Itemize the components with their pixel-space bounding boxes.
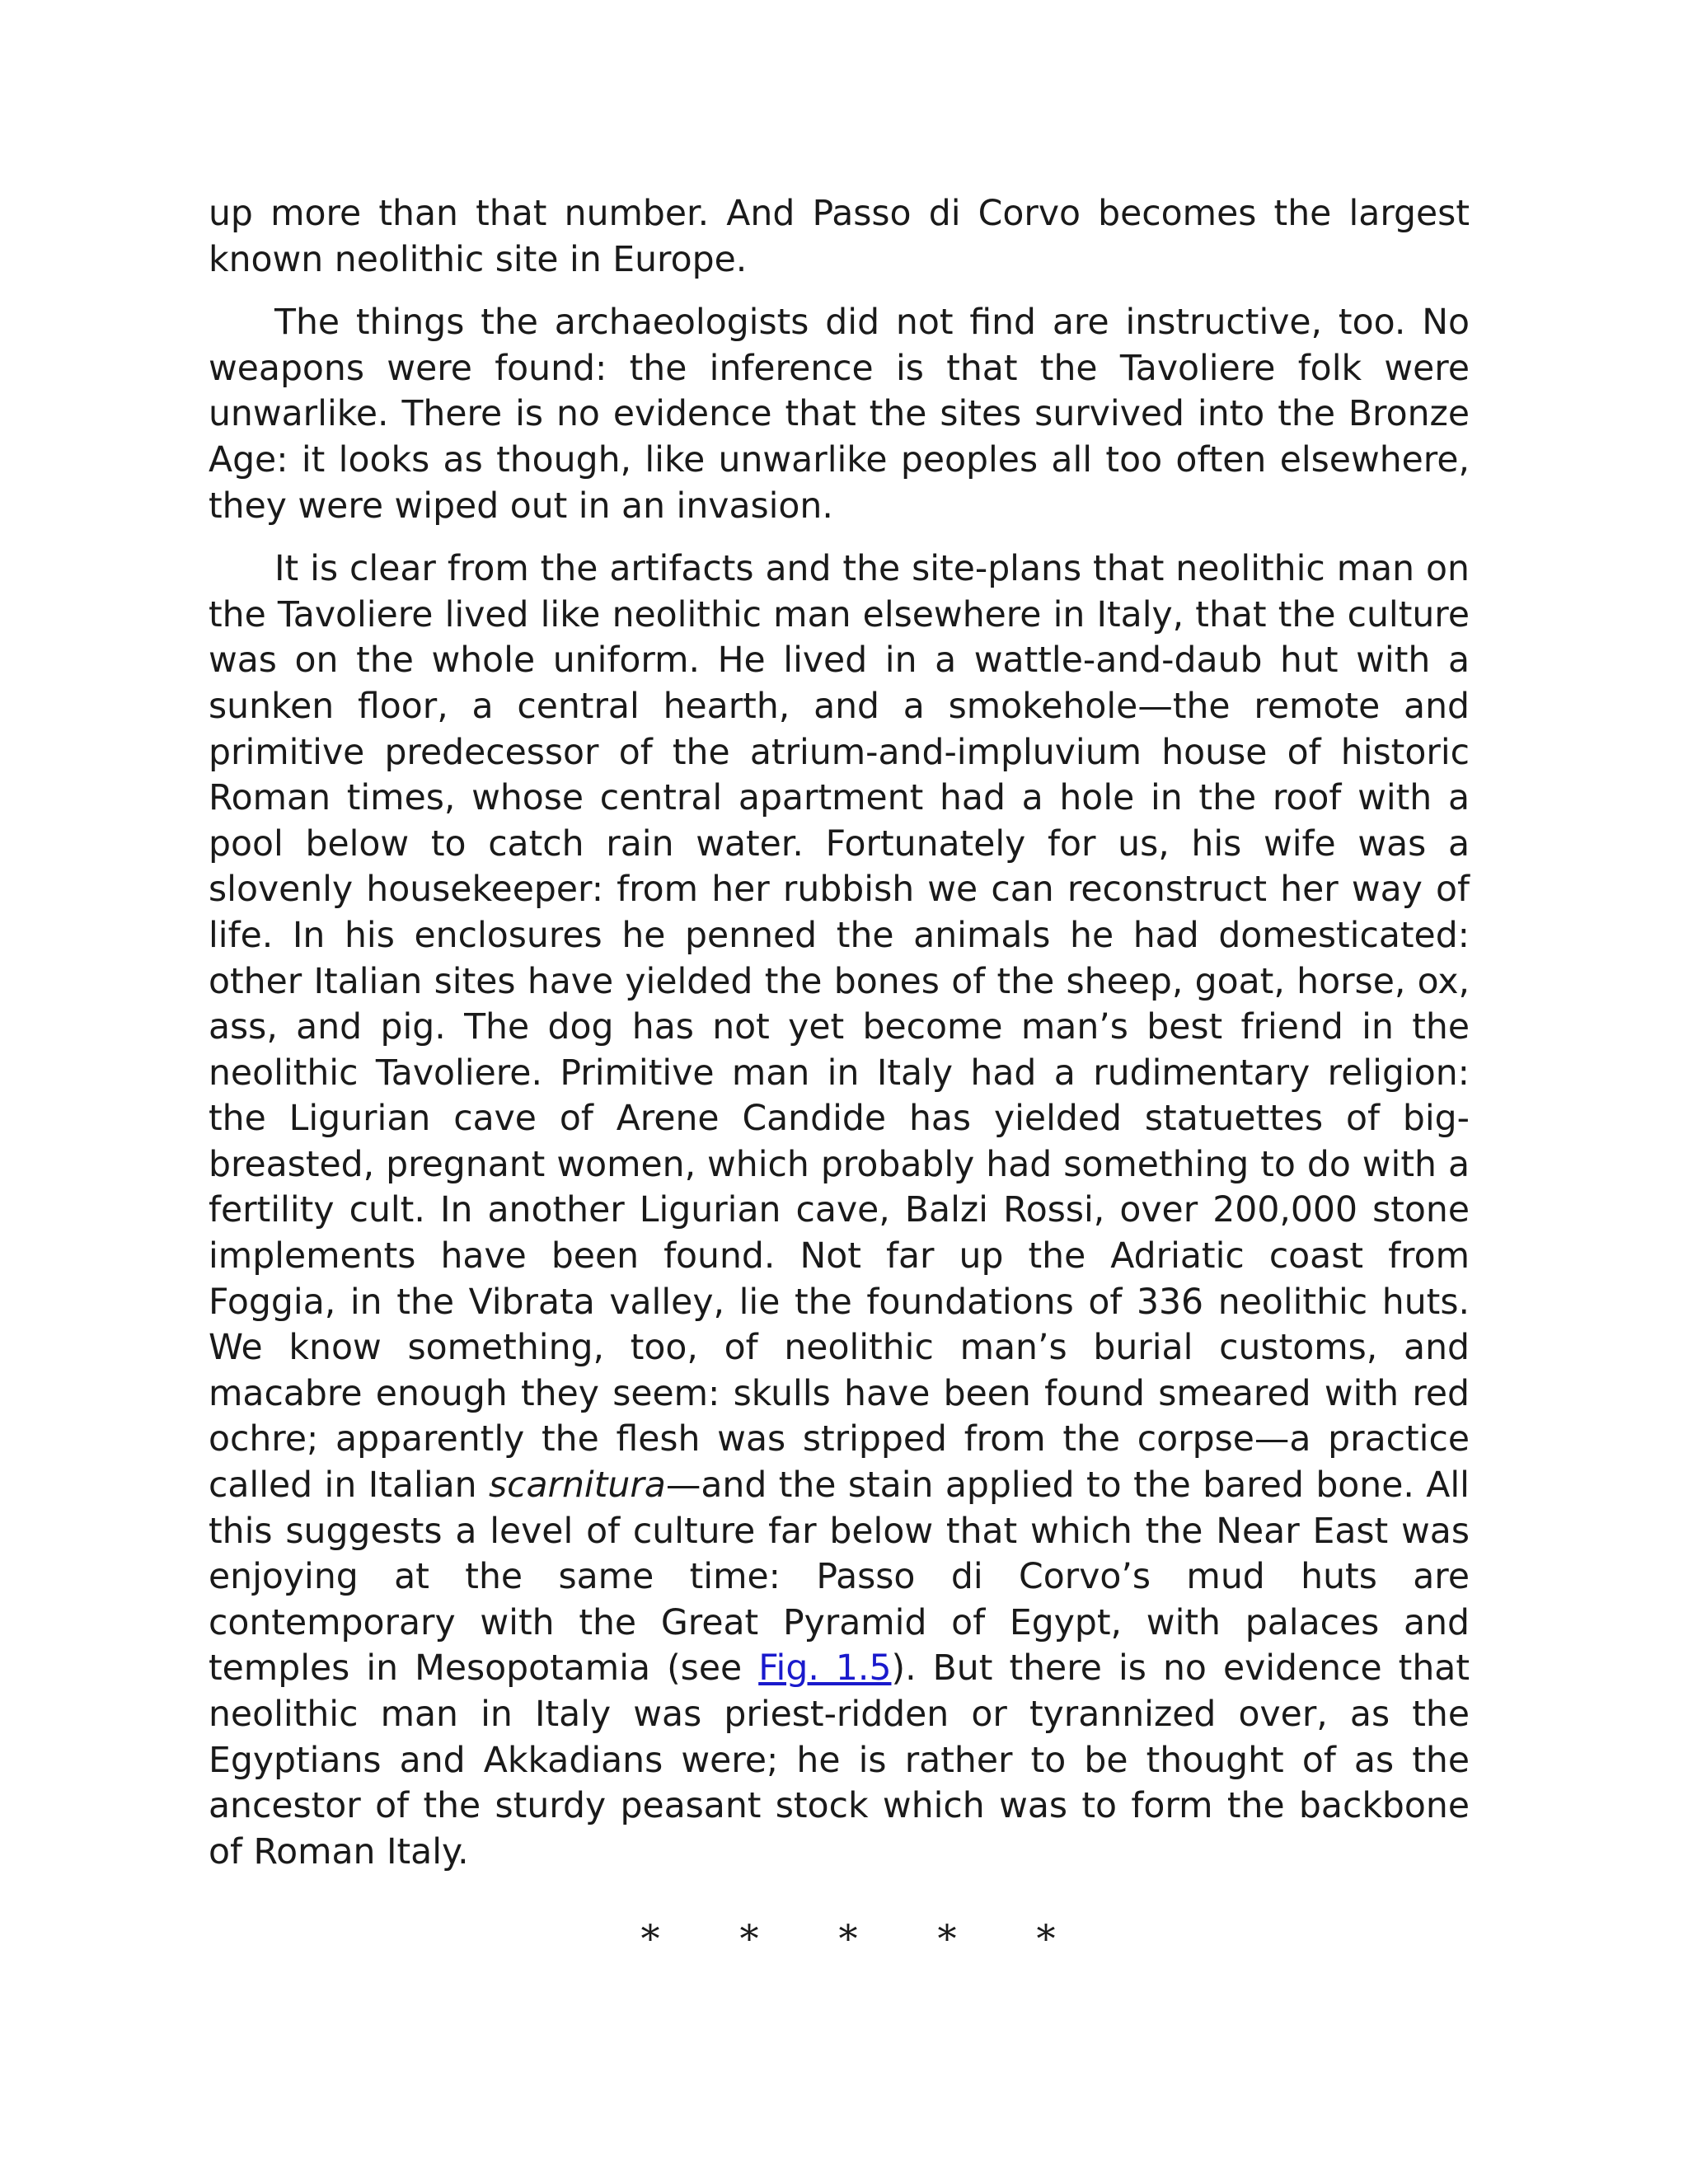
paragraph-text-segment: —and the stain applied to the bared bone. All this suggests a level of culture far below that which the Near East was enjoying at the same time: Passo di Corvo’s mud huts are contemporary with the Great Pyramid of Egypt, with palaces and temples in Mesopotamia (see: [209, 1465, 1470, 1690]
separator-asterisk: *: [640, 1916, 660, 1961]
figure-link[interactable]: Fig. 1.5: [758, 1648, 892, 1690]
separator-asterisk: *: [937, 1916, 957, 1961]
paragraph-text-segment: ). But there is no evidence that neolithic man in Italy was priest-ridden or tyrannized over, as the Egyptians and Akkadians were; he is rather to be thought of as the ancestor of the sturdy peasant stock which was to form the backbone of Roman Italy.: [209, 1648, 1470, 1872]
separator-asterisk: *: [838, 1916, 858, 1961]
paragraph-things-not-found: The things the archaeologists did not find are instructive, too. No weapons were found: the inference is that the Tavoliere folk were unwarlike. There is no evidence that the sites survived into the Bronze Age: it looks as though, like unwarlike peoples all too often elsewhere, they were wiped out in an invasion.: [209, 302, 1470, 527]
italic-term-scarnitura: scarnitura: [488, 1465, 666, 1507]
section-separator: [209, 1918, 1470, 1959]
separator-asterisk: *: [1036, 1916, 1056, 1961]
paragraph-text-segment: It is clear from the artifacts and the site-plans that neolithic man on the Tavoliere lived like neolithic man elsewhere in Italy, that the culture was on the whole uniform. He lived in a wattle-and-daub hut with a sunken floor, a central hearth, and a smokehole—the remote and primitive predecessor of the atrium-and-impluvium house of historic Roman times, whose central apartment had a hole in the roof with a pool below to catch rain water. Fortunately for us, his wife was a slovenly housekeeper: from her rubbish we can reconstruct her way of life. In his enclosures he penned the animals he had domesticated: other Italian sites have yielded the bones of the sheep, goat, horse, ox, ass, and pig. The dog has not yet become man’s best friend in the neolithic Tavoliere. Primitive man in Italy had a rudimentary religion: the Ligurian cave of Arene Candide has yielded statuettes of big-breasted, pregnant women, which probably had something to do with a fertility cult. In another Ligurian cave, Balzi Rossi, over 200,000 stone implements have been found. Not far up the Adriatic coast from Foggia, in the Vibrata valley, lie the foundations of 336 neolithic huts. We know something, too, of neolithic man’s burial customs, and macabre enough they seem: skulls have been found smeared with red ochre; apparently the flesh was stripped from the corpse—a practice called in Italian: [209, 549, 1470, 1507]
paragraph-neolithic-life: [209, 546, 1470, 1875]
paragraph-continuation: up more than that number. And Passo di Corvo becomes the largest known neolithic site in Europe.: [209, 194, 1470, 280]
separator-asterisk: *: [739, 1916, 759, 1961]
document-page: [209, 191, 1470, 1959]
